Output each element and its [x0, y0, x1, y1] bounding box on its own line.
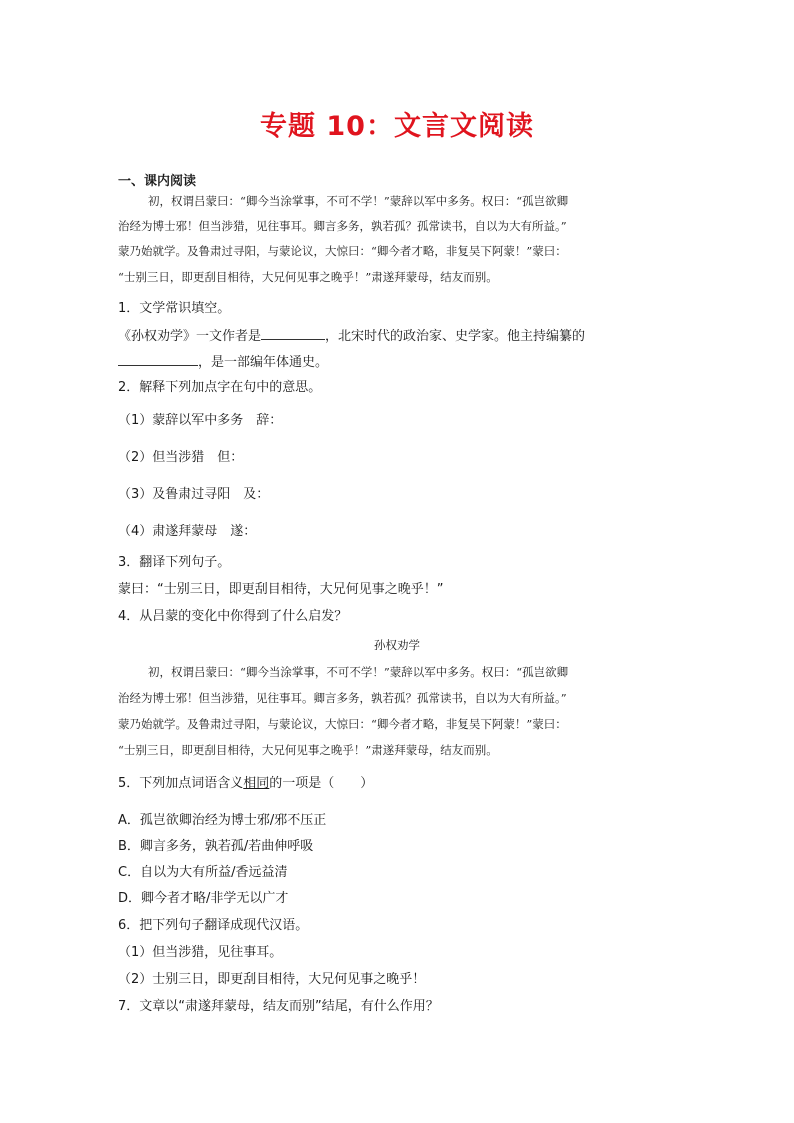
question-1-line [118, 351, 328, 373]
question-4-label: 4．从吕蒙的变化中你得到了什么启发？ [118, 609, 348, 624]
question-text: 《孙权劝学》一文作者是 [118, 329, 262, 344]
question-1-label: 1．文学常识填空。 [118, 301, 231, 316]
question-3-sentence: 蒙曰：“士别三日，即更刮目相待，大兄何见事之晚乎！” [118, 582, 444, 597]
question-6-item: （2）士别三日，即更刮目相待，大兄何见事之晚乎！ [118, 972, 426, 987]
option-b[interactable]: B．卿言多务，孰若孤/若曲伸呼吸 [118, 839, 314, 854]
question-text: 5．下列加点词语含义 [118, 776, 244, 791]
question-1-line [118, 325, 585, 347]
question-2-item: （1）蒙辞以军中多务 辞： [118, 413, 283, 428]
answer-blank[interactable] [118, 351, 198, 366]
question-2-item: （2）但当涉猎 但： [118, 450, 244, 465]
question-2-item: （4）肃遂拜蒙母 遂： [118, 524, 257, 539]
passage-line: 治经为博士邪！但当涉猎，见往事耳。卿言多务，孰若孤？孤常读书，自以为大有所益。” [118, 691, 567, 705]
passage-title: 孙权劝学 [374, 638, 420, 652]
question-5-label [118, 774, 373, 794]
passage-line: “士别三日，即更刮目相待，大兄何见事之晚乎！”肃遂拜蒙母，结友而别。 [118, 270, 498, 284]
option-c[interactable]: C．自以为大有所益/香远益清 [118, 865, 288, 880]
question-6-item: （1）但当涉猎，见往事耳。 [118, 945, 283, 960]
question-3-label: 3．翻译下列句子。 [118, 555, 231, 570]
answer-blank[interactable] [261, 325, 325, 340]
question-text: ，是一部编年体通史。 [198, 355, 329, 370]
passage-line: “士别三日，即更刮目相待，大兄何见事之晚乎！”肃遂拜蒙母，结友而别。 [118, 743, 498, 757]
question-text: 的一项是（ ） [269, 776, 374, 791]
question-7-label: 7．文章以“肃遂拜蒙母，结友而别”结尾，有什么作用？ [118, 999, 439, 1014]
option-a[interactable]: A．孤岂欲卿治经为博士邪/邪不压正 [118, 813, 327, 828]
question-6-label: 6．把下列句子翻译成现代汉语。 [118, 918, 309, 933]
option-d[interactable]: D．卿今者才略/非学无以广才 [118, 891, 289, 906]
section-heading: 一、课内阅读 [118, 174, 197, 189]
passage-line: 蒙乃始就学。及鲁肃过寻阳，与蒙论议，大惊曰：“卿今者才略，非复吴下阿蒙！”蒙曰： [118, 717, 567, 731]
question-2-label: 2．解释下列加点字在句中的意思。 [118, 380, 322, 395]
passage-line: 初，权谓吕蒙曰：“卿今当涂掌事，不可不学！”蒙辞以军中多务。权曰：“孤岂欲卿 [148, 194, 569, 208]
page-title: 专题 10：文言文阅读 [260, 111, 534, 142]
passage-line: 治经为博士邪！但当涉猎，见往事耳。卿言多务，孰若孤？孤常读书，自以为大有所益。” [118, 219, 567, 233]
passage-line: 初，权谓吕蒙曰：“卿今当涂掌事，不可不学！”蒙辞以军中多务。权曰：“孤岂欲卿 [148, 665, 569, 679]
emphasis-text: 相同 [243, 776, 270, 791]
question-2-item: （3）及鲁肃过寻阳 及： [118, 487, 270, 502]
passage-line: 蒙乃始就学。及鲁肃过寻阳，与蒙论议，大惊曰：“卿今者才略，非复吴下阿蒙！”蒙曰： [118, 244, 567, 258]
question-text: ，北宋时代的政治家、史学家。他主持编纂的 [325, 329, 586, 344]
